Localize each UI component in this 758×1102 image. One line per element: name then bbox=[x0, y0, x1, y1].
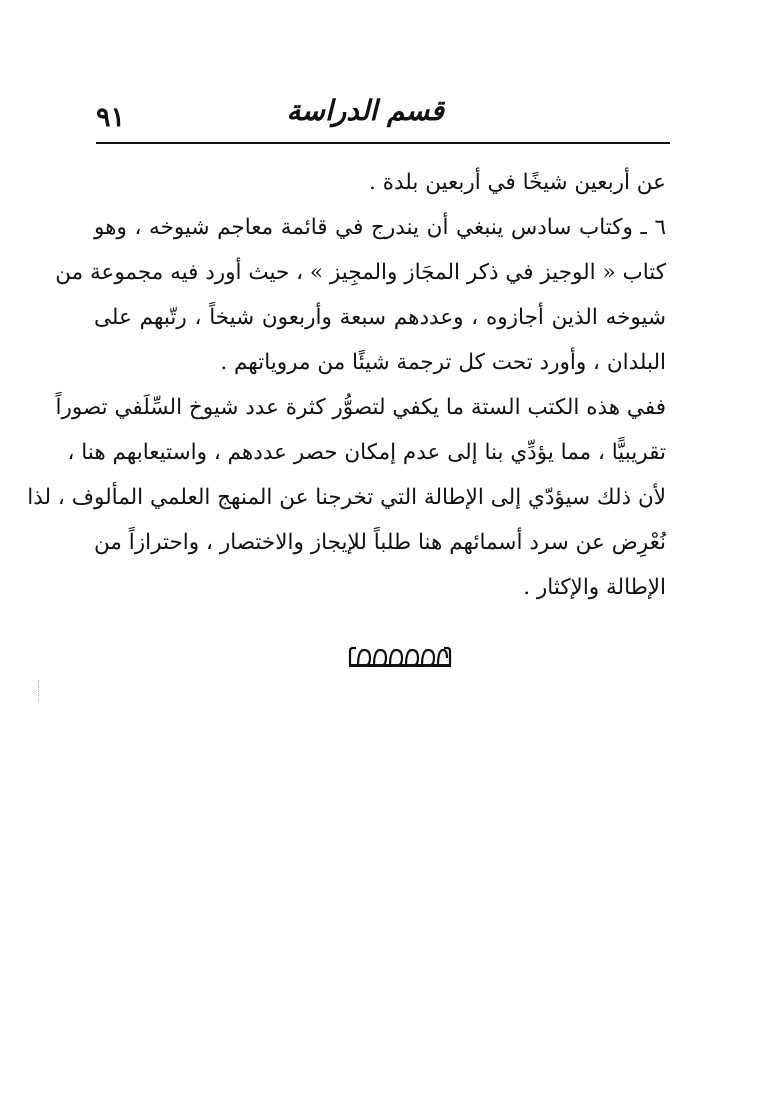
text-line: لأن ذلك سيؤدّي إلى الإطالة التي تخرجنا عن المنهج العلمي المألوف ، لذا bbox=[27, 485, 666, 510]
text-line: تقريبيًّا ، مما يؤدِّي بنا إلى عدم إمكان حصر عددهم ، واستيعابهم هنا ، bbox=[67, 440, 666, 465]
text-line: نُعْرِض عن سرد أسمائهم هنا طلباً للإيجاز والاختصار ، واحترازاً من bbox=[94, 530, 666, 555]
body-text bbox=[27, 160, 666, 610]
page-header bbox=[96, 92, 666, 140]
text-line: الإطالة والإكثار . bbox=[523, 575, 666, 600]
text-line: البلدان ، وأورد تحت كل ترجمة شيئًا من مروياتهم . bbox=[220, 350, 666, 375]
header-divider bbox=[96, 142, 670, 144]
decorative-divider-icon bbox=[348, 646, 452, 668]
text-line: ٦ ـ وكتاب سادس ينبغي أن يندرج في قائمة معاجم شيوخه ، وهو bbox=[94, 215, 666, 240]
text-line: ففي هذه الكتب الستة ما يكفي لتصوُّر كثرة عدد شيوخ السِّلَفي تصوراً bbox=[55, 395, 666, 420]
margin-speck bbox=[38, 680, 41, 702]
text-line: شيوخه الذين أجازوه ، وعددهم سبعة وأربعون شيخاً ، رتّبهم على bbox=[94, 305, 666, 330]
text-line: كتاب « الوجيز في ذكر المجَاز والمجِيز » ، حيث أورد فيه مجموعة من bbox=[55, 260, 666, 285]
text-line: عن أربعين شيخًا في أربعين بلدة . bbox=[369, 170, 666, 195]
section-title: قسم الدراسة bbox=[286, 94, 444, 127]
page-number: ٩١ bbox=[96, 102, 126, 133]
